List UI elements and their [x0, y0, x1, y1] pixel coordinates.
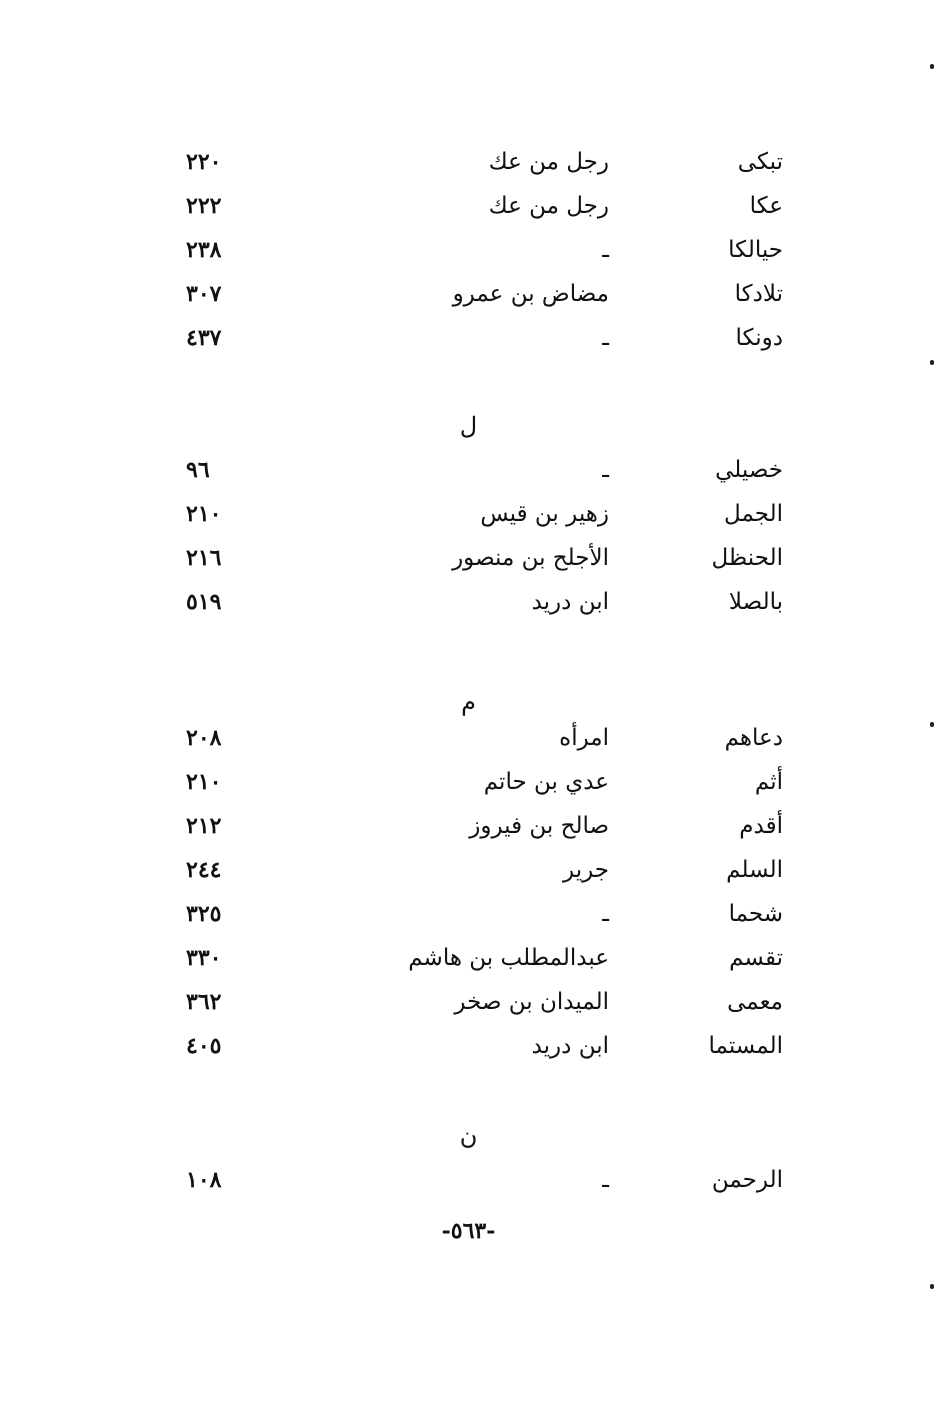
rhyme-word: خصيلي [715, 457, 783, 483]
rhyme-word: عكا [749, 193, 783, 219]
poet-name: مضاض بن عمرو [452, 281, 609, 307]
poet-name: ـ [602, 457, 609, 483]
rhyme-word: أقدم [739, 813, 783, 839]
page-number: ١٠٨ [186, 1167, 222, 1193]
poet-name: عدي بن حاتم [483, 769, 609, 795]
scan-mark [930, 360, 934, 365]
index-row [0, 980, 937, 1024]
rhyme-word: السلم [726, 857, 783, 883]
rhyme-word: المستما [708, 1033, 783, 1059]
page-number: ٥١٩ [186, 589, 222, 615]
rhyme-word: معمى [727, 989, 783, 1015]
poet-name: ابن دريد [531, 589, 609, 615]
index-row [0, 316, 937, 360]
page-number: ٣٦٢ [186, 989, 222, 1015]
index-row [0, 760, 937, 804]
rhyme-word: دونكا [735, 325, 783, 351]
rhyme-word: تلادكا [734, 281, 783, 307]
index-row [0, 580, 937, 624]
index-row [0, 848, 937, 892]
poet-name: عبدالمطلب بن هاشم [408, 945, 609, 971]
poet-name: رجل من عك [488, 193, 609, 219]
page-number: ٢٢٢ [186, 193, 222, 219]
rhyme-word: تبكى [737, 149, 783, 175]
page-number: ٢٢٠ [186, 149, 222, 175]
poet-name: ـ [602, 901, 609, 927]
poet-name: رجل من عك [488, 149, 609, 175]
index-row [0, 228, 937, 272]
page-number: ٢١٢ [186, 813, 222, 839]
index-row [0, 140, 937, 184]
index-row [0, 448, 937, 492]
poet-name: امرأه [559, 725, 609, 751]
index-row [0, 492, 937, 536]
page-number: ٣٠٧ [186, 281, 222, 307]
rhyme-word: الرحمن [711, 1167, 783, 1193]
poet-name: صالح بن فيروز [469, 813, 609, 839]
page-number: ٣٢٥ [186, 901, 222, 927]
page-number: ٣٣٠ [186, 945, 222, 971]
section-letter-heading: ن [459, 1122, 478, 1150]
rhyme-word: حيالكا [728, 237, 783, 263]
page-number: ٤٣٧ [186, 325, 222, 351]
page-number: ٢١٠ [186, 501, 222, 527]
page-number: ٢٤٤ [186, 857, 222, 883]
rhyme-word: دعاهم [724, 725, 783, 751]
index-row [0, 804, 937, 848]
index-row [0, 892, 937, 936]
section-letter-heading: ل [459, 412, 478, 440]
page-number: ٢٠٨ [186, 725, 222, 751]
rhyme-word: بالصلا [728, 589, 783, 615]
index-row [0, 936, 937, 980]
rhyme-word: أثم [754, 769, 783, 795]
scan-mark [930, 1284, 934, 1289]
rhyme-word: الجمل [724, 501, 783, 527]
index-row [0, 536, 937, 580]
poet-name: ـ [602, 325, 609, 351]
page-number: ٢٣٨ [186, 237, 222, 263]
page-folio: -٥٦٣- [441, 1218, 496, 1244]
page-number: ٢١٠ [186, 769, 222, 795]
page-number: ٩٦ [186, 457, 210, 483]
section-letter-heading: م [461, 688, 476, 716]
scan-mark [930, 722, 934, 727]
index-row [0, 184, 937, 228]
index-row [0, 1158, 937, 1202]
poet-name: الميدان بن صخر [454, 989, 609, 1015]
page-number: ٢١٦ [186, 545, 222, 571]
scan-mark [930, 64, 934, 69]
rhyme-word: تقسم [729, 945, 783, 971]
poet-name: جرير [563, 857, 609, 883]
poet-name: ـ [602, 237, 609, 263]
rhyme-word: الحنظل [711, 545, 783, 571]
page-number: ٤٠٥ [186, 1033, 222, 1059]
poet-name: الأجلح بن منصور [452, 545, 609, 571]
poet-name: ابن دريد [531, 1033, 609, 1059]
poet-name: زهير بن قيس [480, 501, 609, 527]
rhyme-word: شحما [728, 901, 783, 927]
index-row [0, 716, 937, 760]
poet-name: ـ [602, 1167, 609, 1193]
index-row [0, 1024, 937, 1068]
index-row [0, 272, 937, 316]
